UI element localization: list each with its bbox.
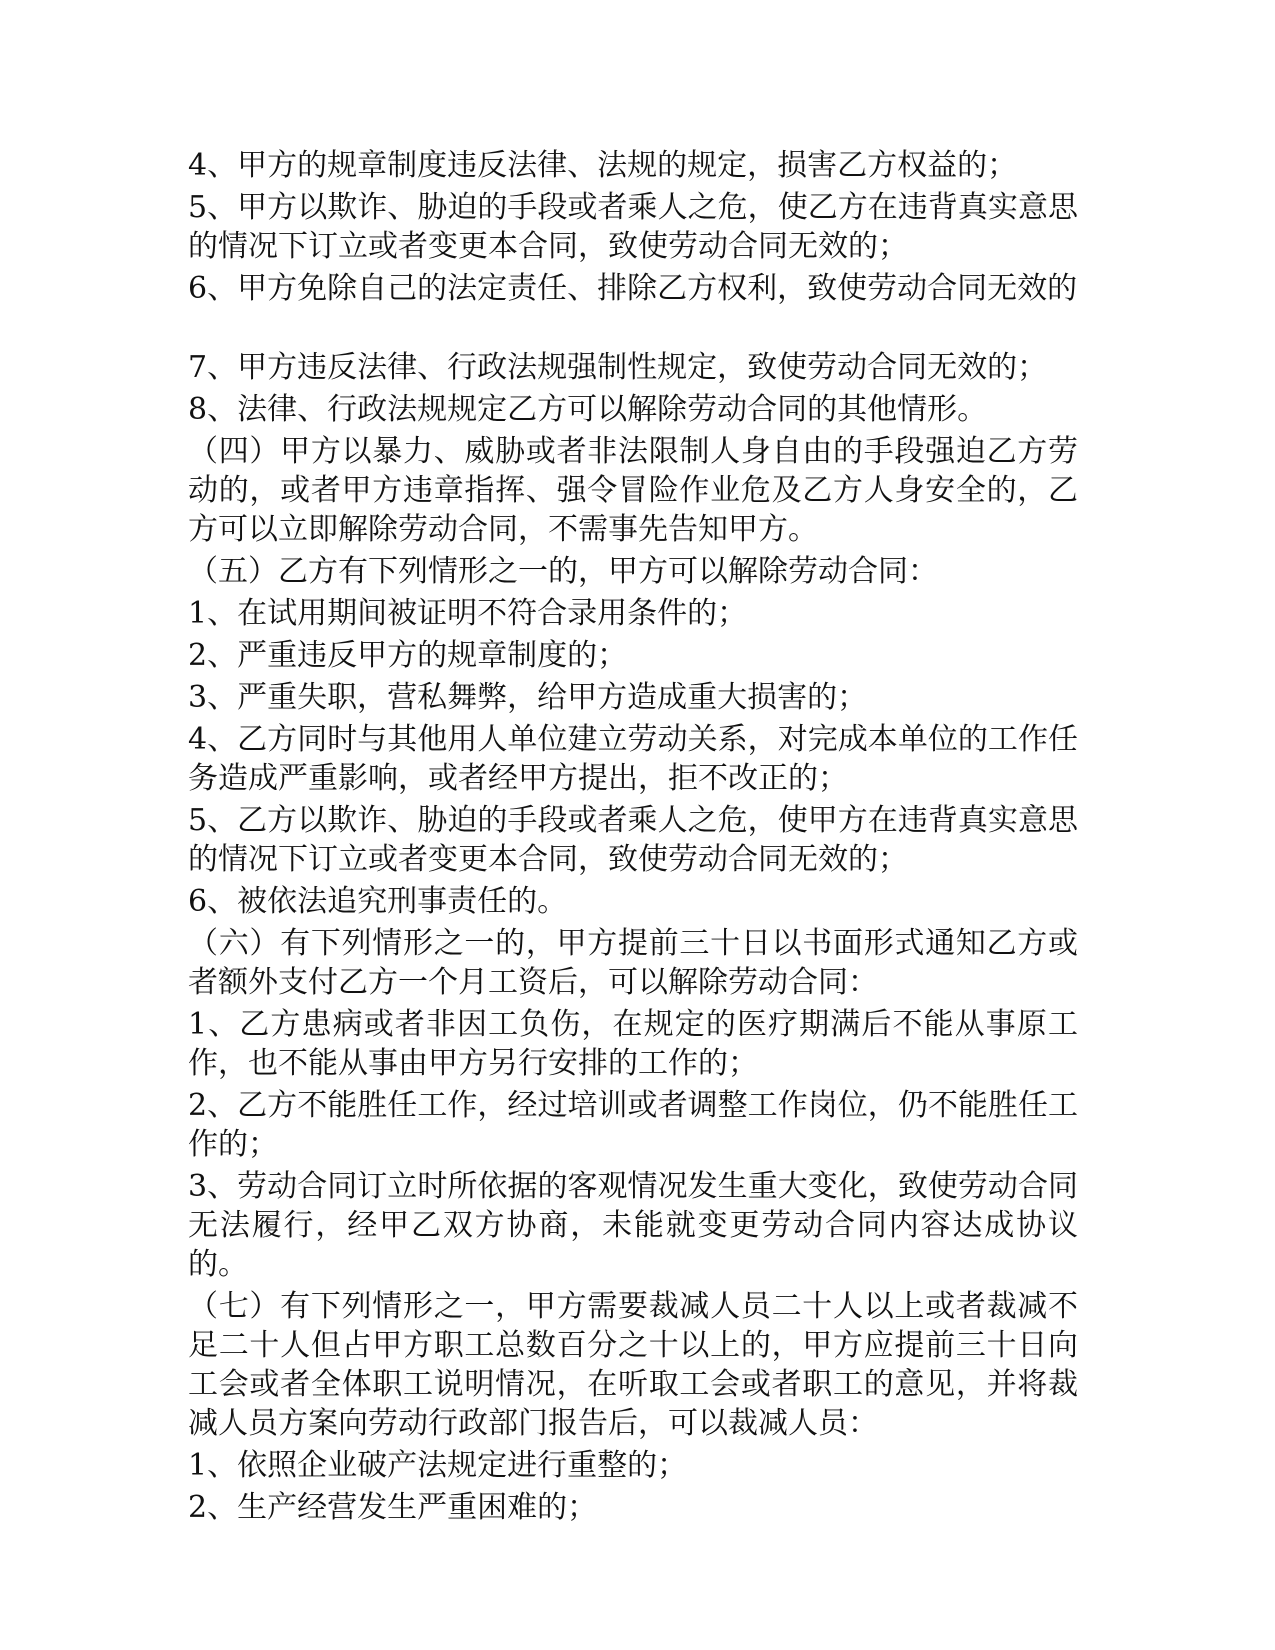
clause-paragraph: 2、乙方不能胜任工作，经过培训或者调整工作岗位，仍不能胜任工作的； xyxy=(188,1088,1078,1162)
section-heading: （六）有下列情形之一的，甲方提前三十日以书面形式通知乙方或者额外支付乙方一个月工资后，可以解除劳动合同： xyxy=(188,926,1078,1000)
clause-paragraph: （四）甲方以暴力、威胁或者非法限制人身自由的手段强迫乙方劳动的，或者甲方违章指挥、强令冒险作业危及乙方人身安全的，乙方可以立即解除劳动合同，不需事先告知甲方。 xyxy=(188,434,1078,547)
clause-paragraph: 3、严重失职，营私舞弊，给甲方造成重大损害的； xyxy=(188,680,868,715)
clause-paragraph: 8、法律、行政法规规定乙方可以解除劳动合同的其他情形。 xyxy=(188,392,988,427)
document-body xyxy=(188,146,1078,1527)
clause-paragraph: 2、生产经营发生严重困难的； xyxy=(188,1490,598,1525)
clause-paragraph: 1、在试用期间被证明不符合录用条件的； xyxy=(188,596,748,631)
clause-paragraph: 5、乙方以欺诈、胁迫的手段或者乘人之危，使甲方在违背真实意思的情况下订立或者变更本合同，致使劳动合同无效的； xyxy=(188,803,1078,877)
blank-line xyxy=(188,308,1078,344)
clause-paragraph: 4、甲方的规章制度违反法律、法规的规定，损害乙方权益的； xyxy=(188,148,1018,183)
clause-paragraph: 1、依照企业破产法规定进行重整的； xyxy=(188,1448,688,1483)
clause-paragraph: 6、甲方免除自己的法定责任、排除乙方权利，致使劳动合同无效的 xyxy=(188,271,1078,306)
clause-paragraph: 2、严重违反甲方的规章制度的； xyxy=(188,638,628,673)
clause-paragraph: 4、乙方同时与其他用人单位建立劳动关系，对完成本单位的工作任务造成严重影响，或者经甲方提出，拒不改正的； xyxy=(188,722,1078,796)
clause-paragraph: 5、甲方以欺诈、胁迫的手段或者乘人之危，使乙方在违背真实意思的情况下订立或者变更本合同，致使劳动合同无效的； xyxy=(188,190,1078,264)
clause-paragraph: 6、被依法追究刑事责任的。 xyxy=(188,884,568,919)
clause-paragraph: 1、乙方患病或者非因工负伤，在规定的医疗期满后不能从事原工作，也不能从事由甲方另行安排的工作的； xyxy=(188,1007,1078,1081)
clause-paragraph: 3、劳动合同订立时所依据的客观情况发生重大变化，致使劳动合同无法履行，经甲乙双方协商，未能就变更劳动合同内容达成协议的。 xyxy=(188,1169,1078,1282)
section-heading: （五）乙方有下列情形之一的，甲方可以解除劳动合同： xyxy=(188,554,938,589)
clause-paragraph: 7、甲方违反法律、行政法规强制性规定，致使劳动合同无效的； xyxy=(188,350,1048,385)
section-heading: （七）有下列情形之一，甲方需要裁减人员二十人以上或者裁减不足二十人但占甲方职工总数百分之十以上的，甲方应提前三十日向工会或者全体职工说明情况，在听取工会或者职工的意见，并将裁减人员方案向劳动行政部门报告后，可以裁减人员： xyxy=(188,1289,1078,1441)
